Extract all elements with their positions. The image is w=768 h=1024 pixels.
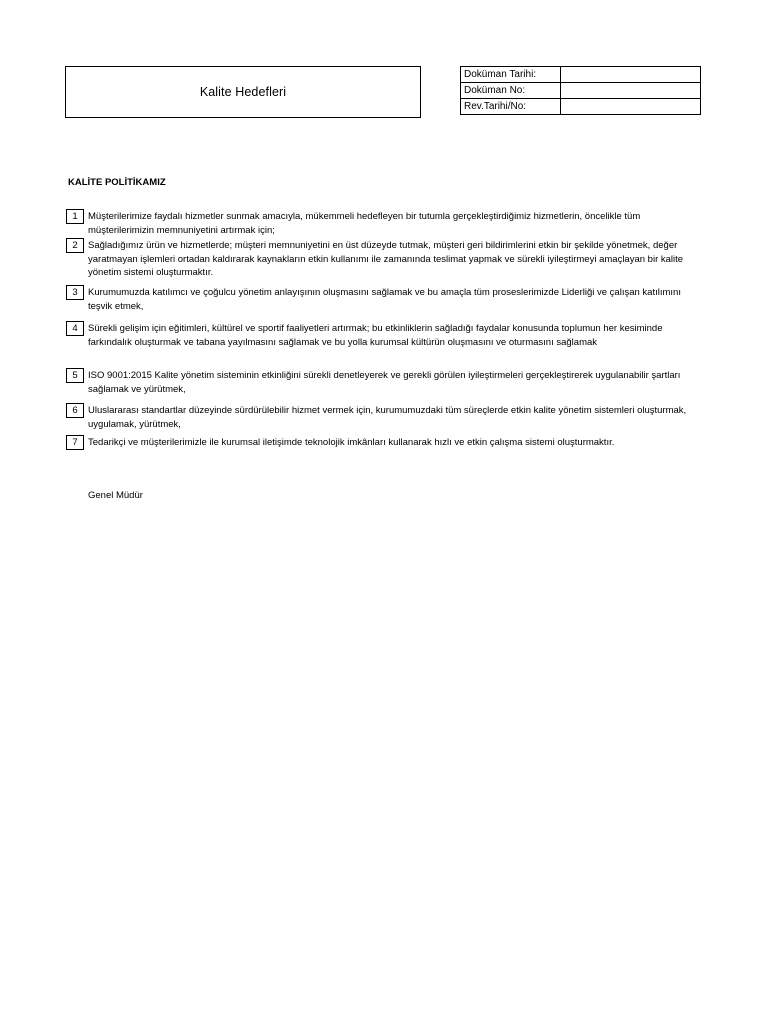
document-meta-table — [460, 66, 701, 115]
document-title-box — [65, 66, 421, 118]
policy-heading: KALİTE POLİTİKAMIZ — [68, 177, 166, 188]
item-text: Sağladığımız ürün ve hizmetlerde; müşteri memnuniyetini en üst düzeyde tutmak, müşteri geri bildirimlerini etkin bir şekilde yönetmek, değer yaratmayan işlemleri ortadan kaldırarak kaynakların etkin kullanımı ile zamanında teslimat yapmak ve sürekli iyileştirmeyi amaçlayan bir kalite yönetim sistemi oluşturmaktır. — [88, 240, 684, 278]
meta-row-revision — [461, 99, 701, 115]
item-number-box: 4 — [66, 321, 84, 336]
item-text: Uluslararası standartlar düzeyinde sürdürülebilir hizmet vermek için, kurumumuzdaki tüm süreçlerde etkin kalite yönetim sistemleri oluşturmak, uygulamak, yürütmek, — [88, 405, 687, 430]
meta-row-date — [461, 67, 701, 83]
item-text: Sürekli gelişim için eğitimleri, kültürel ve sportif faaliyetleri artırmak; bu etkinliklerin sağladığı faydalar konusunda toplumun her kesiminde farkındalık oluşturmak ve tabana yayılmasını sağlamak ve bu yolla kurumsal kültürün oluşmasını ve oturmasını sağlamak — [88, 323, 663, 348]
signature-title: Genel Müdür — [88, 490, 143, 501]
document-title: Kalite Hedefleri — [199, 85, 287, 99]
item-number-box: 1 — [66, 209, 84, 224]
item-number-box: 5 — [66, 368, 84, 383]
item-text: Müşterilerimize faydalı hizmetler sunmak amacıyla, mükemmeli hedefleyen bir tutumla gerçekleştirdiğimiz hizmetlerin, öncelikle tüm müşterilerimizin memnuniyetini artırmak için; — [88, 211, 641, 236]
item-text: ISO 9001:2015 Kalite yönetim sisteminin etkinliğini sürekli denetleyerek ve gerekli görülen iyileştirmeleri gerçekleştirerek uygulanabilir şartları sağlamak ve yürütmek, — [88, 370, 681, 395]
meta-value-date — [561, 67, 701, 83]
meta-row-doc-no — [461, 83, 701, 99]
meta-label-doc-no: Doküman No: — [461, 83, 561, 99]
item-text: Kurumumuzda katılımcı ve çoğulcu yönetim anlayışının oluşmasını sağlamak ve bu amaçla tüm proseslerimizde Liderliği ve çalışan katılımını teşvik etmek, — [88, 287, 681, 312]
meta-value-revision — [561, 99, 701, 115]
meta-label-revision: Rev.Tarihi/No: — [461, 99, 561, 115]
item-text: Tedarikçi ve müşterilerimizle ile kurumsal iletişimde teknolojik imkânları kullanarak hızlı ve etkin çalışma sistemi oluşturmaktır. — [88, 437, 615, 448]
item-number-box: 7 — [66, 435, 84, 450]
meta-label-date: Doküman Tarihi: — [461, 67, 561, 83]
meta-value-doc-no — [561, 83, 701, 99]
item-number-box: 3 — [66, 285, 84, 300]
item-number-box: 6 — [66, 403, 84, 418]
item-number-box: 2 — [66, 238, 84, 253]
